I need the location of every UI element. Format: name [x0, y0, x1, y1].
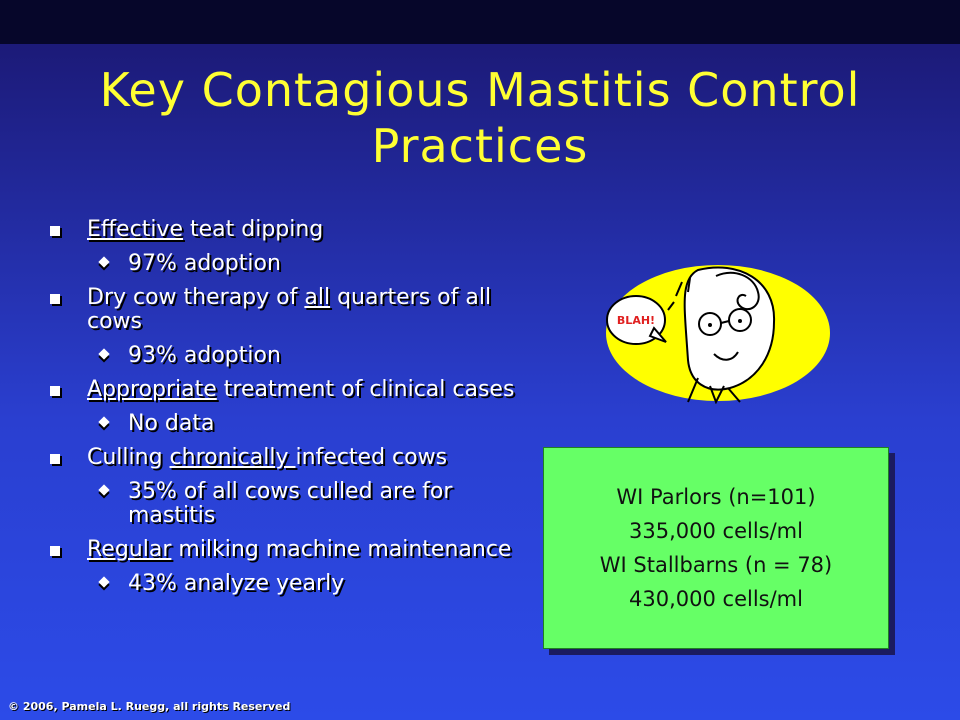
talking-person-icon [598, 262, 838, 404]
diamond-bullet-icon [98, 416, 109, 427]
subbullet-culling [50, 480, 520, 528]
stats-line-1: WI Parlors (n=101) [616, 485, 816, 509]
stats-line-4: 430,000 cells/ml [629, 587, 803, 611]
bullet-underlined: chronically [169, 445, 296, 470]
bullet-text: treatment of clinical cases [216, 377, 515, 402]
title-line-2: Practices [371, 119, 589, 173]
bullet-underlined: all [304, 285, 331, 310]
stats-line-2: 335,000 cells/ml [629, 519, 803, 543]
square-bullet-icon [50, 294, 60, 304]
bullet-list [50, 218, 520, 606]
diamond-bullet-icon [98, 348, 109, 359]
subbullet-clinical-treatment [50, 412, 520, 436]
herd-stats-box [543, 447, 889, 649]
subbullet-text: 43% analyze yearly [128, 571, 345, 596]
square-bullet-icon [50, 454, 60, 464]
subbullet-text: 35% of all cows culled are for mastitis [128, 479, 453, 528]
bullet-culling [50, 446, 520, 470]
bullet-text-pre: Dry cow therapy of [87, 285, 305, 310]
bullet-text: infected cows [295, 445, 448, 470]
bullet-dry-cow-therapy [50, 286, 520, 334]
bullet-underlined: Regular [87, 537, 172, 562]
subbullet-machine-maintenance [50, 572, 520, 596]
bullet-underlined: Appropriate [87, 377, 217, 402]
bullet-text: quarters of all cows [87, 285, 492, 334]
square-bullet-icon [50, 226, 60, 236]
diamond-bullet-icon [98, 256, 109, 267]
bullet-text: milking machine maintenance [171, 537, 512, 562]
bullet-clinical-treatment [50, 378, 520, 402]
bullet-machine-maintenance [50, 538, 520, 562]
bullet-underlined: Effective [87, 217, 183, 242]
bullet-text-pre: Culling [87, 445, 170, 470]
subbullet-teat-dipping [50, 252, 520, 276]
top-bar [0, 0, 960, 44]
stats-line-3: WI Stallbarns (n = 78) [599, 553, 833, 577]
bullet-text: teat dipping [182, 217, 324, 242]
square-bullet-icon [50, 386, 60, 396]
eye-left [708, 323, 712, 327]
subbullet-text: 97% adoption [128, 251, 281, 276]
diamond-bullet-icon [98, 484, 109, 495]
slide-title [60, 62, 900, 174]
eye-right [738, 319, 742, 323]
subbullet-dry-cow-therapy [50, 344, 520, 368]
bullet-teat-dipping [50, 218, 520, 242]
title-line-1: Key Contagious Mastitis Control [99, 63, 861, 117]
subbullet-text: No data [128, 411, 215, 436]
copyright-notice: © 2006, Pamela L. Ruegg, all rights Reserved [8, 700, 291, 713]
subbullet-text: 93% adoption [128, 343, 281, 368]
square-bullet-icon [50, 546, 60, 556]
speech-text: BLAH! [616, 314, 656, 327]
diamond-bullet-icon [98, 576, 109, 587]
